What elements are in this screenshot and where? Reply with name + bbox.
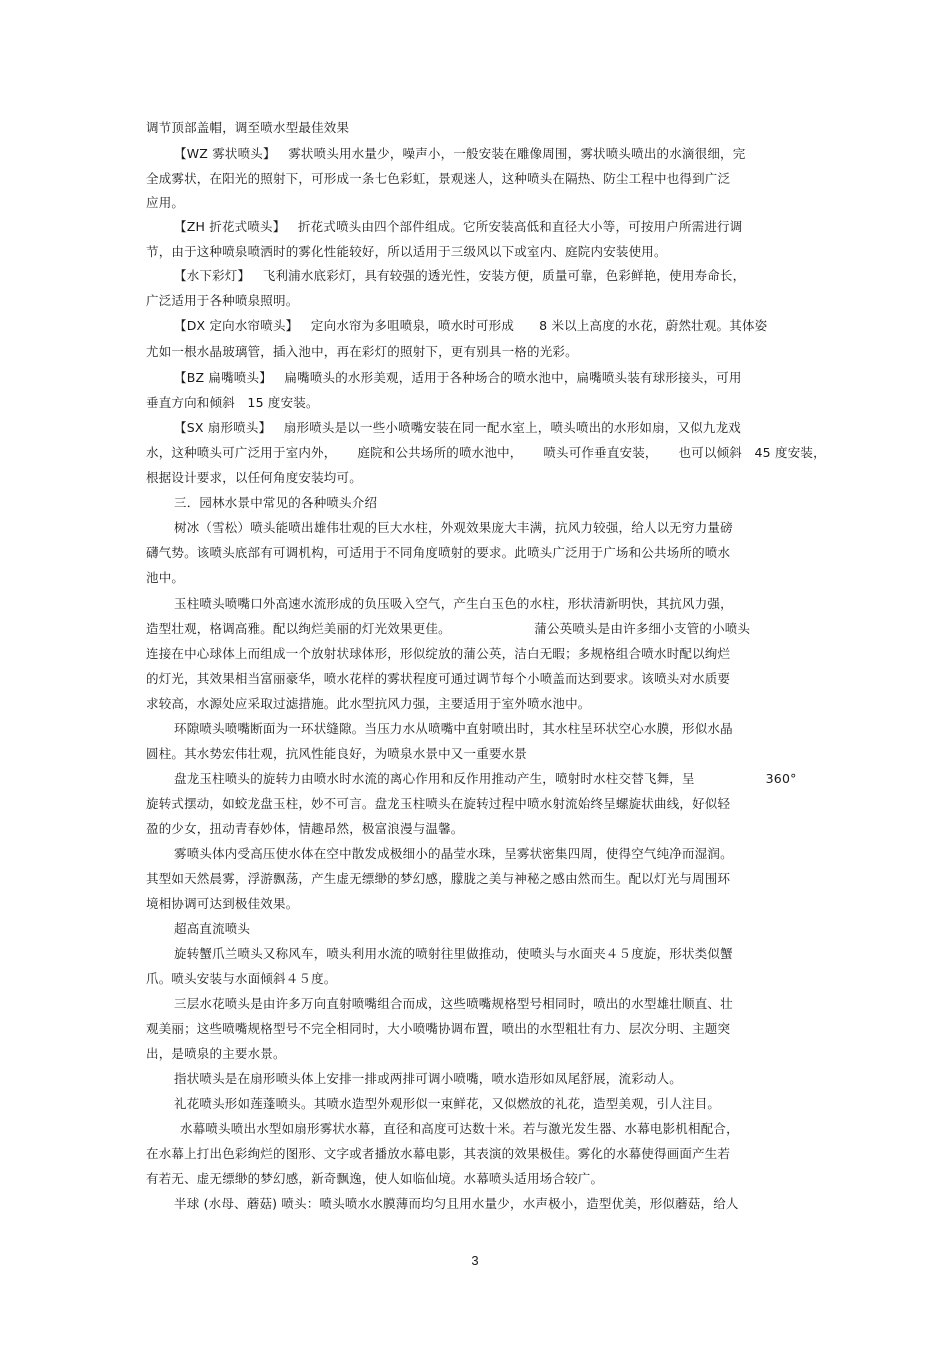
text-line: 求较高，水源处应采取过滤措施。此水型抗风力强，主要适用于室外喷水池中。	[146, 696, 591, 711]
text-line: 全成雾状，在阳光的照射下，可形成一条七色彩虹，景观迷人，这种喷头在隔热、防尘工程中也得到广泛	[146, 171, 731, 186]
section-heading: 超高直流喷头	[174, 921, 251, 936]
text-line: 应用。	[146, 195, 185, 210]
text-line: 【DX 定向水帘喷头】 定向水帘为多咀喷泉，喷水时可形成 8 米以上高度的水花，蔚然壮观。其体姿	[174, 318, 768, 333]
text-line: 其型如天然晨雾，浮游飘荡，产生虚无缥缈的梦幻感，朦胧之美与神秘之感由然而生。配以灯光与周围环	[146, 871, 731, 886]
text-line: 圆柱。其水势宏伟壮观，抗风性能良好，为喷泉水景中又一重要水景	[146, 746, 528, 761]
text-line: 广泛适用于各种喷泉照明。	[146, 293, 299, 308]
text-line: 有若无、虚无缥缈的梦幻感，新奇飘逸，使人如临仙境。水幕喷头适用场合较广。	[146, 1171, 604, 1186]
text-line: 爪。喷头安装与水面倾斜４５度。	[146, 971, 337, 986]
text-line: 礴气势。该喷头底部有可调机构，可适用于不同角度喷射的要求。此喷头广泛用于广场和公共场所的喷水	[146, 545, 731, 560]
text-line: 根据设计要求，以任何角度安装均可。	[146, 470, 362, 485]
text-line: 【WZ 雾状喷头】 雾状喷头用水量少，噪声小，一般安装在雕像周围，雾状喷头喷出的水滴很细，完	[174, 146, 746, 161]
text-line: 【BZ 扁嘴喷头】 扁嘴喷头的水形美观，适用于各种场合的喷水池中，扁嘴喷头装有球形接头，可用	[174, 370, 742, 385]
text-line: 尤如一根水晶玻璃管，插入池中，再在彩灯的照射下，更有别具一格的光彩。	[146, 344, 578, 359]
text-line: 礼花喷头形如莲蓬喷头。其喷水造型外观形似一束鲜花，又似燃放的礼花，造型美观，引人注目。	[174, 1096, 721, 1111]
text-line: 指状喷头是在扇形喷头体上安排一排或两排可调小喷嘴，喷水造形如凤尾舒展，流彩动人。	[174, 1071, 683, 1086]
text-line: 玉柱喷头喷嘴口外高速水流形成的负压吸入空气，产生白玉色的水柱，形状清新明快，其抗风力强，	[174, 596, 733, 611]
text-line: 半球 (水母、蘑菇) 喷头：喷头喷水水膜薄而均匀且用水量少，水声极小，造型优美，形似蘑菇，给人	[174, 1196, 739, 1211]
text-line: 池中。	[146, 570, 185, 585]
text-line: 调节顶部盖帽，调至喷水型最佳效果	[146, 120, 350, 135]
text-line: 旋转式摆动，如蛟龙盘玉柱，妙不可言。盘龙玉柱喷头在旋转过程中喷水射流始终呈螺旋状曲线，好似轻	[146, 796, 731, 811]
text-line: 连接在中心球体上而组成一个放射状球体形，形似绽放的蒲公英，洁白无暇；多规格组合喷水时配以绚烂	[146, 646, 731, 661]
page-number: 3	[471, 1253, 479, 1268]
text-line: 【SX 扇形喷头】 扇形喷头是以一些小喷嘴安装在同一配水室上，喷头喷出的水形如扇，又似九龙戏	[174, 420, 741, 435]
text-line: 出，是喷泉的主要水景。	[146, 1046, 286, 1061]
text-line: 境相协调可达到极佳效果。	[146, 896, 299, 911]
text-line: 盈的少女，扭动青春妙体，情趣昂然，极富浪漫与温馨。	[146, 821, 464, 836]
section-heading: 三．园林水景中常见的各种喷头介绍	[174, 495, 378, 510]
text-line: 【水下彩灯】 飞利浦水底彩灯，具有较强的透光性，安装方便，质量可靠，色彩鲜艳，使用寿命长，	[174, 268, 746, 283]
text-line: 旋转蟹爪兰喷头又称风车，喷头利用水流的喷射往里做推动，使喷头与水面夹４５度旋，形状类似蟹	[174, 946, 733, 961]
text-line: 水，这种喷头可广泛用于室内外， 庭院和公共场所的喷水池中， 喷头可作垂直安装， 也可以倾斜 45 度安装，	[146, 445, 826, 460]
text-line: 水幕喷头喷出水型如扇形雾状水幕，直径和高度可达数十米。若与激光发生器、水幕电影机相配合，	[180, 1121, 739, 1136]
text-line: 树冰（雪松）喷头能喷出雄伟壮观的巨大水柱，外观效果庞大丰满，抗风力较强，给人以无穷力量磅	[174, 520, 733, 535]
text-line: 【ZH 折花式喷头】 折花式喷头由四个部件组成。它所安装高低和直径大小等，可按用户所需进行调	[174, 219, 743, 234]
text-line: 的灯光，其效果相当富丽豪华，喷水花样的雾状程度可通过调节每个小喷盖而达到要求。该喷头对水质要	[146, 671, 731, 686]
text-line: 雾喷头体内受高压使水体在空中散发成极细小的晶莹水珠，呈雾状密集四周，使得空气纯净而湿润。	[174, 846, 733, 861]
text-line: 环隙喷头喷嘴断面为一环状缝隙。当压力水从喷嘴中直射喷出时，其水柱呈环状空心水膜，形似水晶	[174, 721, 733, 736]
text-line: 节，由于这种喷泉喷洒时的雾化性能较好，所以适用于三级风以下或室内、庭院内安装使用。	[146, 244, 667, 259]
text-line: 在水幕上打出色彩绚烂的图形、文字或者播放水幕电影，其表演的效果极佳。雾化的水幕使得画面产生若	[146, 1146, 731, 1161]
text-line: 垂直方向和倾斜 15 度安装。	[146, 395, 319, 410]
text-line: 造型壮观，格调高雅。配以绚烂美丽的灯光效果更佳。 蒲公英喷头是由许多细小支管的小喷头	[146, 621, 751, 636]
text-line: 盘龙玉柱喷头的旋转力由喷水时水流的离心作用和反作用推动产生，喷射时水柱交替飞舞，呈 360°	[174, 771, 797, 786]
text-line: 三层水花喷头是由许多万向直射喷嘴组合而成，这些喷嘴规格型号相同时，喷出的水型雄壮顺直、壮	[174, 996, 733, 1011]
text-line: 观美丽；这些喷嘴规格型号不完全相同时，大小喷嘴协调布置，喷出的水型粗壮有力、层次分明、主题突	[146, 1021, 731, 1036]
